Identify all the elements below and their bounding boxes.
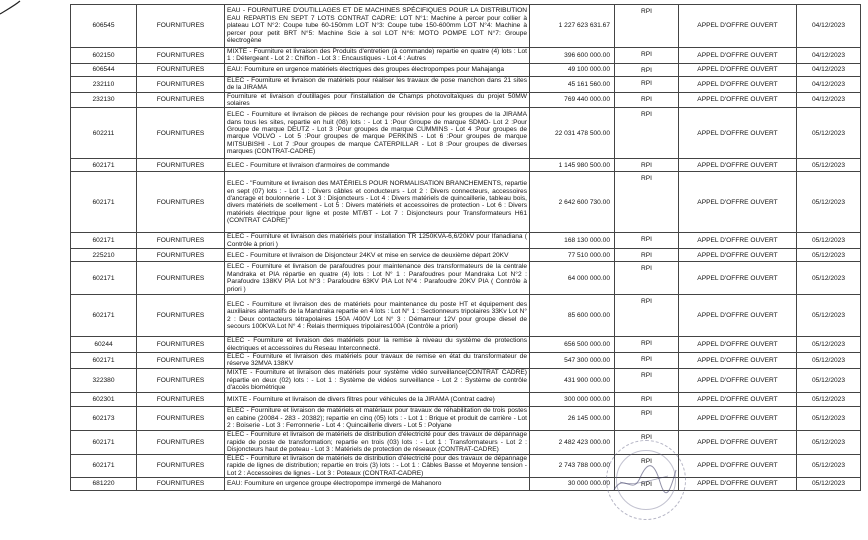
estimated-amount-cell: 431 900 000.00	[530, 368, 615, 392]
estimated-amount-cell: 547 300 000.00	[530, 353, 615, 369]
procurement-status-cell: APPEL D'OFFRE OUVERT	[679, 92, 797, 108]
procurement-code-cell: 602171	[71, 430, 137, 454]
procurement-category-cell: FOURNITURES	[137, 392, 225, 406]
procurement-mode-cell: RPI	[615, 159, 679, 172]
procurement-category-cell: FOURNITURES	[137, 353, 225, 369]
procurement-status-cell: APPEL D'OFFRE OUVERT	[679, 233, 797, 249]
procurement-status-cell: APPEL D'OFFRE OUVERT	[679, 172, 797, 233]
launch-date-cell: 04/12/2023	[797, 48, 861, 64]
procurement-category-cell: FOURNITURES	[137, 159, 225, 172]
procurement-mode-cell: RPI	[615, 48, 679, 64]
procurement-plan-sheet	[70, 4, 860, 491]
procurement-category-cell: FOURNITURES	[137, 48, 225, 64]
table-row	[71, 172, 861, 233]
procurement-description-cell: EAU: Fourniture en urgence matériels électriques des groupes électropompes pour Mahajanga	[225, 63, 530, 76]
procurement-category-cell: FOURNITURES	[137, 406, 225, 430]
procurement-status-cell: APPEL D'OFFRE OUVERT	[679, 337, 797, 353]
procurement-category-cell: FOURNITURES	[137, 5, 225, 48]
launch-date-cell: 05/12/2023	[797, 233, 861, 249]
procurement-table-body	[71, 5, 861, 491]
estimated-amount-cell: 2 743 788 000.00	[530, 454, 615, 477]
procurement-description-cell: Fourniture et livraison d'outillages pour l'installation de Champs photovoltaïques du projet 50MW solaires	[225, 92, 530, 108]
launch-date-cell: 04/12/2023	[797, 5, 861, 48]
launch-date-cell: 04/12/2023	[797, 63, 861, 76]
procurement-category-cell: FOURNITURES	[137, 233, 225, 249]
procurement-mode-cell: RPI	[615, 406, 679, 430]
procurement-description-cell: ELEC - Fourniture et livraison de parafoudres pour maintenance des transformateurs de la centrale Mandraka et PIA répartie en quatre (4) lots : Lot N° 1 : Parafoudres pour Mandraka Lot N°2 : Parafoudre 138KV PIA Lot N°3 : Parafoudre 63KV PIA Lot N°4 : Parafoudre 20KV PIA ( Contrôle à priori )	[225, 262, 530, 295]
estimated-amount-cell: 26 145 000.00	[530, 406, 615, 430]
launch-date-cell: 05/12/2023	[797, 172, 861, 233]
procurement-category-cell: FOURNITURES	[137, 454, 225, 477]
procurement-status-cell: APPEL D'OFFRE OUVERT	[679, 406, 797, 430]
launch-date-cell: 05/12/2023	[797, 392, 861, 406]
estimated-amount-cell: 1 227 623 631.67	[530, 5, 615, 48]
procurement-description-cell: ELEC - Fourniture et livraison de matériels pour réaliser les travaux de pose manchon dans 21 sites de la JIRAMA	[225, 76, 530, 92]
procurement-category-cell: FOURNITURES	[137, 262, 225, 295]
procurement-description-cell: MIXTE - Fourniture et livraison de divers filtres pour véhicules de la JIRAMA (Contrat cadre)	[225, 392, 530, 406]
procurement-status-cell: APPEL D'OFFRE OUVERT	[679, 249, 797, 262]
launch-date-cell: 05/12/2023	[797, 454, 861, 477]
procurement-category-cell: FOURNITURES	[137, 430, 225, 454]
procurement-category-cell: FOURNITURES	[137, 337, 225, 353]
procurement-status-cell: APPEL D'OFFRE OUVERT	[679, 430, 797, 454]
procurement-code-cell: 606544	[71, 63, 137, 76]
procurement-code-cell: 602171	[71, 159, 137, 172]
table-row	[71, 262, 861, 295]
table-row	[71, 430, 861, 454]
procurement-mode-cell: RPI	[615, 249, 679, 262]
procurement-code-cell: 232110	[71, 76, 137, 92]
procurement-description-cell: ELEC - Fourniture et livraison de matériels de distribution d'électricité pour des travaux de dépannage rapide de poste de transformation; repartie en trois (03) lots : - Lot 1 : Transformateurs - Lot 2 : Disjoncteurs haut de poteau - Lot 3 : Matériels de protection de réseaux (CONTRAT-CADRE)	[225, 430, 530, 454]
procurement-status-cell: APPEL D'OFFRE OUVERT	[679, 295, 797, 337]
table-row	[71, 406, 861, 430]
estimated-amount-cell: 45 161 560.00	[530, 76, 615, 92]
procurement-description-cell: ELEC - Fourniture et livraison des matériels pour travaux de remise en état du transformateur de réserve 32MVA 138KV	[225, 353, 530, 369]
procurement-category-cell: FOURNITURES	[137, 108, 225, 159]
procurement-code-cell: 602171	[71, 233, 137, 249]
procurement-mode-cell: RPI	[615, 454, 679, 477]
procurement-code-cell: 602171	[71, 262, 137, 295]
procurement-mode-cell: RPI	[615, 353, 679, 369]
launch-date-cell: 05/12/2023	[797, 478, 861, 491]
launch-date-cell: 05/12/2023	[797, 368, 861, 392]
procurement-mode-cell: RPI	[615, 63, 679, 76]
procurement-status-cell: APPEL D'OFFRE OUVERT	[679, 159, 797, 172]
table-row	[71, 5, 861, 48]
procurement-status-cell: APPEL D'OFFRE OUVERT	[679, 5, 797, 48]
procurement-code-cell: 602171	[71, 295, 137, 337]
estimated-amount-cell: 49 100 000.00	[530, 63, 615, 76]
procurement-status-cell: APPEL D'OFFRE OUVERT	[679, 392, 797, 406]
table-row	[71, 353, 861, 369]
table-row	[71, 454, 861, 477]
procurement-status-cell: APPEL D'OFFRE OUVERT	[679, 262, 797, 295]
procurement-status-cell: APPEL D'OFFRE OUVERT	[679, 48, 797, 64]
procurement-mode-cell: RPI	[615, 430, 679, 454]
procurement-description-cell: ELEC - Fourniture et livraison de matériels et matériaux pour travaux de réhabilitation de trois postes en cabine (20084 - 283 - 20382); repartie en cinq (05) lots : - Lot 1 : Brique et produit de carrière - Lot 2 : Boiserie - Lot 3 : Ferronnerie - Lot 4 : Quincaillerie divers - Lot 5 : Polyane	[225, 406, 530, 430]
estimated-amount-cell: 769 440 000.00	[530, 92, 615, 108]
procurement-description-cell: ELEC - Fourniture et livraison de pièces de rechange pour révision pour les groupes de la JIRAMA dans tous les sites, repartie en huit (08) lots : - Lot 1 :Pour Groupe de marque SDMO- Lot 2 :Pour Groupe de marque DEUTZ - Lot 3 :Pour groupes de marque CUMMINS - Lot 4 :Pour groupes de marque VOLVO - Lot 5 :Pour groupes de marque PERKINS - Lot 6 :Pour groupes de marque MITSUBISHI - Lot 7 :Pour groupes de marque CATERPILLAR - Lot 8 :Pour groupes de diverses marques (CONTRAT-CADRE)	[225, 108, 530, 159]
launch-date-cell: 05/12/2023	[797, 430, 861, 454]
procurement-code-cell: 602171	[71, 454, 137, 477]
procurement-description-cell: MIXTE - Fourniture et livraison des Produits d'entretien (à commande) repartie en quatre (4) lots : Lot 1 : Détergeant - Lot 2 : Chiffon - Lot 3 : Encaustiques - Lot 4 : Autres	[225, 48, 530, 64]
table-row	[71, 76, 861, 92]
procurement-category-cell: FOURNITURES	[137, 368, 225, 392]
procurement-mode-cell: RPI	[615, 392, 679, 406]
estimated-amount-cell: 85 600 000.00	[530, 295, 615, 337]
procurement-mode-cell: RPI	[615, 295, 679, 337]
procurement-description-cell: ELEC - "Fourniture et livraison des MATÉRIELS POUR NORMALISATION BRANCHEMENTS, repartie en sept (07) lots : - Lot 1 : Divers câbles et conducteurs - Lot 2 : Divers connecteurs, accessoires d'ancrage et boulonnerie - Lot 3 : Disjoncteurs - Lot 4 : Divers matériels de quincaillerie, tableau bois, divers matériels de scellement - Lot 5 : Divers matériels et accessoires de protection - Lot 6 : Divers matériels électrique pour ligne et poste MT/BT - Lot 7 : Disjoncteurs pour Transformateurs H61 (CONTRAT CADRE)"	[225, 172, 530, 233]
procurement-description-cell: ELEC - Fourniture et livraison des matériels pour installation TR 1250KVA-6,6/20kV pour Ifanadiana ( Contrôle à priori )	[225, 233, 530, 249]
procurement-code-cell: 322380	[71, 368, 137, 392]
procurement-description-cell: ELEC - Fourniture et livraison d'armoires de commande	[225, 159, 530, 172]
estimated-amount-cell: 1 145 980 500.00	[530, 159, 615, 172]
table-row	[71, 295, 861, 337]
estimated-amount-cell: 2 482 423 000.00	[530, 430, 615, 454]
launch-date-cell: 05/12/2023	[797, 353, 861, 369]
launch-date-cell: 04/12/2023	[797, 76, 861, 92]
estimated-amount-cell: 64 000 000.00	[530, 262, 615, 295]
launch-date-cell: 05/12/2023	[797, 262, 861, 295]
procurement-code-cell: 602173	[71, 406, 137, 430]
procurement-description-cell: ELEC - Fourniture et livraison de matériels de distribution d'électricité pour des travaux de dépannage rapide de lignes de distribution; repartie en trois (3) lots : - Lot 1 : Câbles Basse et Moyenne tension - Lot 2 : Accessoires de lignes - Lot 3 : Poteaux (CONTRAT-CADRE)	[225, 454, 530, 477]
procurement-code-cell: 602171	[71, 172, 137, 233]
procurement-code-cell: 602150	[71, 48, 137, 64]
procurement-mode-cell: RPI	[615, 368, 679, 392]
procurement-description-cell: MIXTE - Fourniture et livraison des matériels pour système vidéo surveillance(CONTRAT CADRE) répartie en deux (02) lots : - Lot 1 : Système de vidéos surveillance - Lot 2 : Système de contrôle d'accès biométrique	[225, 368, 530, 392]
procurement-category-cell: FOURNITURES	[137, 478, 225, 491]
torn-corner-mark	[0, 0, 60, 20]
estimated-amount-cell: 656 500 000.00	[530, 337, 615, 353]
procurement-mode-cell: RPI	[615, 108, 679, 159]
procurement-code-cell: 602301	[71, 392, 137, 406]
procurement-code-cell: 60244	[71, 337, 137, 353]
estimated-amount-cell: 168 130 000.00	[530, 233, 615, 249]
launch-date-cell: 05/12/2023	[797, 108, 861, 159]
procurement-status-cell: APPEL D'OFFRE OUVERT	[679, 63, 797, 76]
procurement-status-cell: APPEL D'OFFRE OUVERT	[679, 353, 797, 369]
procurement-mode-cell: RPI	[615, 92, 679, 108]
procurement-category-cell: FOURNITURES	[137, 76, 225, 92]
table-row	[71, 159, 861, 172]
procurement-mode-cell: RPI	[615, 478, 679, 491]
procurement-mode-cell: RPI	[615, 262, 679, 295]
launch-date-cell: 05/12/2023	[797, 337, 861, 353]
procurement-status-cell: APPEL D'OFFRE OUVERT	[679, 368, 797, 392]
procurement-category-cell: FOURNITURES	[137, 63, 225, 76]
procurement-description-cell: EAU: Fourniture en urgence groupe électropompe immergé de Mahanoro	[225, 478, 530, 491]
estimated-amount-cell: 77 510 000.00	[530, 249, 615, 262]
procurement-table	[70, 4, 861, 491]
table-row	[71, 392, 861, 406]
procurement-description-cell: ELEC - Fourniture et livraison des matériels pour la remise à niveau du système de protections électriques et accessoires du Reseau Interconnecté.	[225, 337, 530, 353]
procurement-code-cell: 232130	[71, 92, 137, 108]
procurement-category-cell: FOURNITURES	[137, 92, 225, 108]
table-row	[71, 92, 861, 108]
launch-date-cell: 05/12/2023	[797, 295, 861, 337]
table-row	[71, 337, 861, 353]
launch-date-cell: 05/12/2023	[797, 159, 861, 172]
launch-date-cell: 05/12/2023	[797, 249, 861, 262]
table-row	[71, 48, 861, 64]
procurement-mode-cell: RPI	[615, 233, 679, 249]
procurement-mode-cell: RPI	[615, 337, 679, 353]
procurement-mode-cell: RPI	[615, 76, 679, 92]
procurement-mode-cell: RPI	[615, 5, 679, 48]
estimated-amount-cell: 2 642 600 730.00	[530, 172, 615, 233]
table-row	[71, 108, 861, 159]
procurement-description-cell: ELEC - Fourniture et livraison des de matériels pour maintenance du poste HT et équipement des auxiliaires alternatifs de la Mandraka repartie en 4 lots : Lot N° 1 : Sectionneurs tripolaires 33Kv Lot N° 2 : Deux contacteurs tétrapolaires 150A /400V Lot N° 3 : Démarreur 12V pour groupe diesel de secours 100KVA Lot N° 4 : Relais thermiques tripolaires100A (Contrôle a priori)	[225, 295, 530, 337]
table-row	[71, 368, 861, 392]
procurement-status-cell: APPEL D'OFFRE OUVERT	[679, 478, 797, 491]
procurement-code-cell: 606545	[71, 5, 137, 48]
procurement-mode-cell: RPI	[615, 172, 679, 233]
estimated-amount-cell: 22 031 478 500.00	[530, 108, 615, 159]
procurement-code-cell: 602211	[71, 108, 137, 159]
launch-date-cell: 04/12/2023	[797, 92, 861, 108]
table-row	[71, 478, 861, 491]
procurement-description-cell: ELEC - Fourniture et livraison de Disjoncteur 24KV et mise en service de deuxième départ 20KV	[225, 249, 530, 262]
procurement-description-cell: EAU - FOURNITURE D'OUTILLAGES ET DE MACHINES SPÉCIFIQUES POUR LA DISTRIBUTION EAU REPARTIS EN SEPT 7 LOTS CONTRAT CADRE: LOT N°1: Machine à percer pour collier à plateau LOT N°2: Coupe tube 60-150mm LOT N°3: Coupe tube 150-600mm LOT N°4: Machine à percer pour petit BRT N°5: Machine Scie à sol LOT N°6: MOTO POMPE LOT N°7: Groupe électrogène	[225, 5, 530, 48]
table-row	[71, 63, 861, 76]
launch-date-cell: 05/12/2023	[797, 406, 861, 430]
procurement-status-cell: APPEL D'OFFRE OUVERT	[679, 108, 797, 159]
table-row	[71, 249, 861, 262]
procurement-category-cell: FOURNITURES	[137, 295, 225, 337]
procurement-category-cell: FOURNITURES	[137, 172, 225, 233]
procurement-status-cell: APPEL D'OFFRE OUVERT	[679, 454, 797, 477]
estimated-amount-cell: 300 000 000.00	[530, 392, 615, 406]
table-row	[71, 233, 861, 249]
procurement-code-cell: 602171	[71, 353, 137, 369]
estimated-amount-cell: 30 000 000.00	[530, 478, 615, 491]
procurement-status-cell: APPEL D'OFFRE OUVERT	[679, 76, 797, 92]
procurement-code-cell: 681220	[71, 478, 137, 491]
procurement-code-cell: 225210	[71, 249, 137, 262]
procurement-category-cell: FOURNITURES	[137, 249, 225, 262]
estimated-amount-cell: 396 600 000.00	[530, 48, 615, 64]
